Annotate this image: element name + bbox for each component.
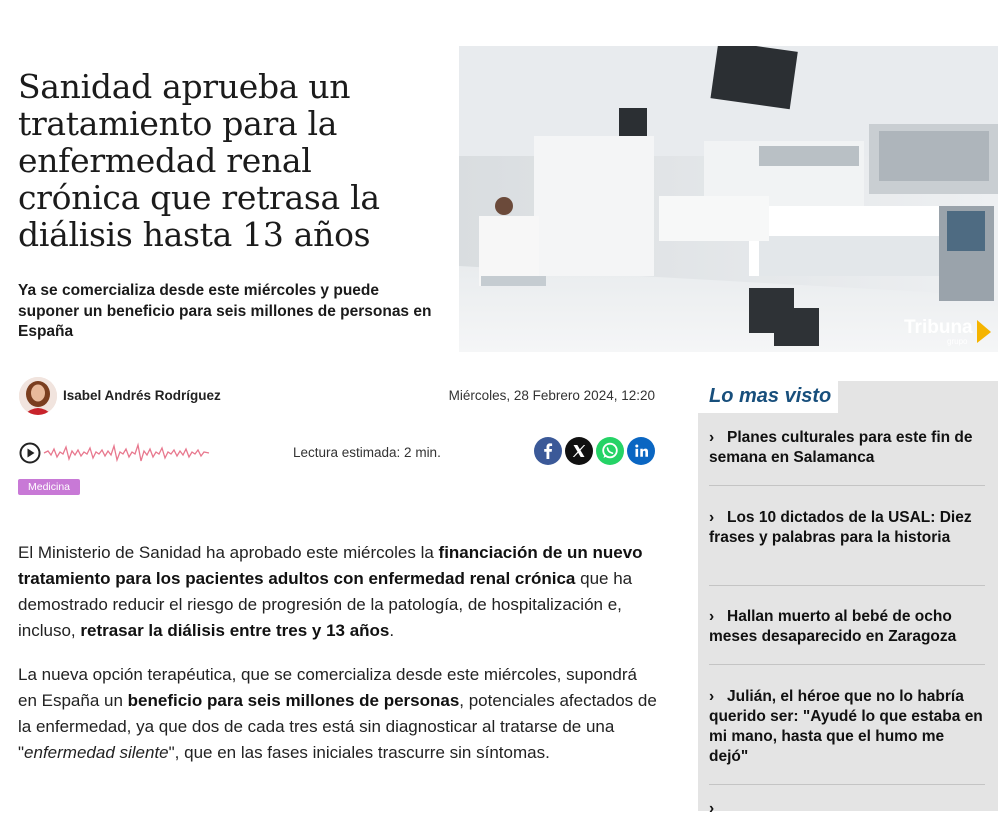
sidebar-divider [709, 664, 985, 665]
facebook-icon [534, 437, 562, 465]
linkedin-icon [627, 437, 655, 465]
share-linkedin-button[interactable] [627, 437, 655, 465]
article-headline: Sanidad aprueba un tratamiento para la enfermedad renal crónica que retrasa la diálisis hasta 13 años [18, 67, 380, 254]
sidebar-divider [709, 485, 985, 486]
sidebar-divider [709, 585, 985, 586]
author-name[interactable]: Isabel Andrés Rodríguez [63, 388, 221, 403]
article-paragraph-2: La nueva opción terapéutica, que se comercializa desde este miércoles, supondrá en España un beneficio para seis millones de personas, potenciales afectados de la enfermedad, ya que dos de cada tres está sin diagnosticar al tratarse de una "enfermedad silente", que en las fases iniciales trascurre sin síntomas. [18, 665, 657, 762]
whatsapp-icon [596, 437, 624, 465]
article-photo[interactable] [459, 46, 998, 352]
sidebar-divider [709, 784, 985, 785]
chevron-right-icon: › [709, 509, 715, 526]
audio-player[interactable] [18, 440, 213, 466]
chevron-right-icon: › [709, 688, 715, 705]
author-avatar[interactable] [19, 377, 57, 415]
share-x-button[interactable] [565, 437, 593, 465]
reading-time: Lectura estimada: 2 min. [293, 445, 441, 460]
article-subtitle: Ya se comercializa desde este miércoles y puede suponer un beneficio para seis millones de personas en España [18, 282, 432, 340]
sidebar-item-3[interactable]: › Hallan muerto al bebé de ocho meses desaparecido en Zaragoza [709, 608, 957, 645]
svg-text:grupo: grupo [947, 337, 968, 346]
play-icon[interactable] [21, 444, 40, 463]
x-icon [565, 437, 593, 465]
publish-date: Miércoles, 28 Febrero 2024, 12:20 [448, 388, 655, 403]
share-facebook-button[interactable] [534, 437, 562, 465]
sidebar-item-4[interactable]: › Julián, el héroe que no lo habría querido ser: "Ayudé lo que estaba en mi mano, hasta que el humo me dejó" [709, 688, 983, 765]
sidebar-item-5-partial[interactable] [709, 799, 985, 819]
sidebar-item-2[interactable]: › Los 10 dictados de la USAL: Diez frases y palabras para la historia [709, 509, 972, 546]
category-tag[interactable]: Medicina [18, 479, 80, 495]
chevron-right-icon: › [709, 608, 715, 625]
sidebar-tab [698, 381, 838, 413]
article-paragraph-1: El Ministerio de Sanidad ha aprobado este miércoles la financiación de un nuevo tratamiento para los pacientes adultos con enfermedad renal crónica que ha demostrado reducir el riesgo de progresión de la patología, de hospitalización e, incluso, retrasar la diálisis entre tres y 13 años. [18, 543, 643, 640]
most-viewed-sidebar [698, 381, 998, 817]
sidebar-title: Lo mas visto [709, 385, 832, 407]
chevron-right-icon: › [709, 800, 715, 817]
svg-text:Tribuna: Tribuna [904, 317, 973, 338]
share-whatsapp-button[interactable] [596, 437, 624, 465]
chevron-right-icon: › [709, 429, 715, 446]
sidebar-item-1[interactable]: › Planes culturales para este fin de semana en Salamanca [709, 429, 973, 466]
